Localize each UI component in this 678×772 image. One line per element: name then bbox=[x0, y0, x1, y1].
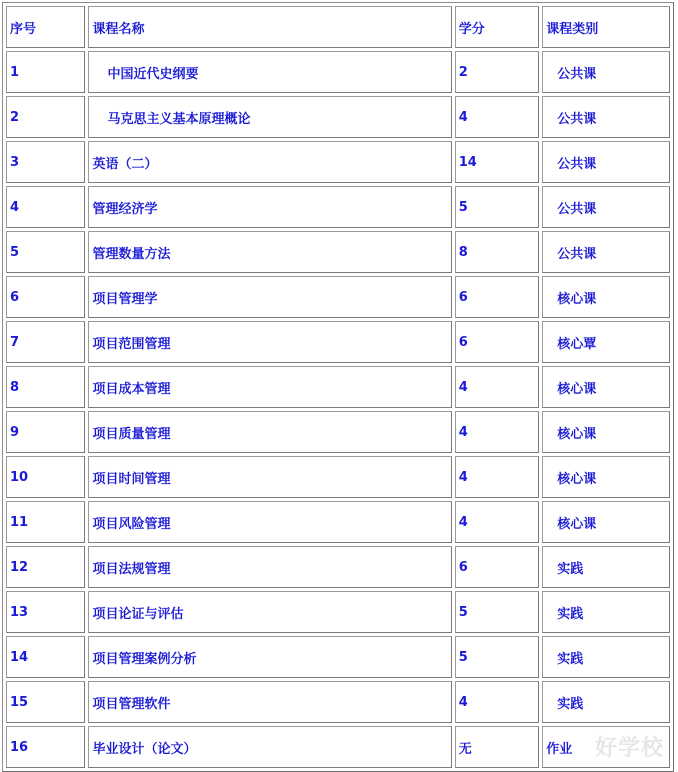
table-row bbox=[6, 141, 670, 183]
table-row bbox=[6, 726, 670, 768]
course-num-cell: 13 bbox=[6, 591, 85, 633]
table-row bbox=[6, 636, 670, 678]
course-credit-cell: 4 bbox=[455, 411, 540, 453]
course-credit-cell: 5 bbox=[455, 636, 540, 678]
table-row bbox=[6, 321, 670, 363]
course-name-cell: 马克思主义基本原理概论 bbox=[88, 96, 451, 138]
course-credit-cell: 4 bbox=[455, 681, 540, 723]
table-row bbox=[6, 591, 670, 633]
course-num-cell: 1 bbox=[6, 51, 85, 93]
course-name-cell: 项目风险管理 bbox=[88, 501, 451, 543]
course-num-cell: 10 bbox=[6, 456, 85, 498]
course-credit-cell: 8 bbox=[455, 231, 540, 273]
course-type-cell: 实践 bbox=[542, 546, 670, 588]
header-credit: 学分 bbox=[455, 6, 540, 48]
course-credit-cell: 5 bbox=[455, 186, 540, 228]
course-credit-cell: 4 bbox=[455, 456, 540, 498]
table-row bbox=[6, 231, 670, 273]
table-row bbox=[6, 456, 670, 498]
course-name-cell: 项目质量管理 bbox=[88, 411, 451, 453]
course-name-cell: 项目管理学 bbox=[88, 276, 451, 318]
table-row bbox=[6, 411, 670, 453]
course-credit-cell: 14 bbox=[455, 141, 540, 183]
course-credit-cell: 6 bbox=[455, 321, 540, 363]
course-num-cell: 9 bbox=[6, 411, 85, 453]
course-type-cell: 核心课 bbox=[542, 501, 670, 543]
course-num-cell: 5 bbox=[6, 231, 85, 273]
course-credit-cell: 5 bbox=[455, 591, 540, 633]
table-row bbox=[6, 51, 670, 93]
table-row bbox=[6, 546, 670, 588]
course-credit-cell: 4 bbox=[455, 366, 540, 408]
course-num-cell: 3 bbox=[6, 141, 85, 183]
table-row bbox=[6, 366, 670, 408]
course-name-cell: 项目成本管理 bbox=[88, 366, 451, 408]
course-type-cell: 实践 bbox=[542, 591, 670, 633]
course-type-cell: 核心覃 bbox=[542, 321, 670, 363]
course-type-cell: 公共课 bbox=[542, 231, 670, 273]
course-name-cell: 项目论证与评估 bbox=[88, 591, 451, 633]
course-credit-cell: 4 bbox=[455, 96, 540, 138]
header-name: 课程名称 bbox=[88, 6, 451, 48]
course-num-cell: 12 bbox=[6, 546, 85, 588]
course-type-cell: 实践 bbox=[542, 636, 670, 678]
course-num-cell: 11 bbox=[6, 501, 85, 543]
course-name-cell: 管理经济学 bbox=[88, 186, 451, 228]
course-num-cell: 14 bbox=[6, 636, 85, 678]
course-num-cell: 8 bbox=[6, 366, 85, 408]
course-credit-cell: 6 bbox=[455, 276, 540, 318]
course-type-cell: 作业 bbox=[542, 726, 670, 768]
header-num: 序号 bbox=[6, 6, 85, 48]
course-type-cell: 实践 bbox=[542, 681, 670, 723]
course-credit-cell: 无 bbox=[455, 726, 540, 768]
course-num-cell: 16 bbox=[6, 726, 85, 768]
course-credit-cell: 4 bbox=[455, 501, 540, 543]
course-name-cell: 项目时间管理 bbox=[88, 456, 451, 498]
course-type-cell: 核心课 bbox=[542, 456, 670, 498]
course-table-body bbox=[6, 6, 670, 768]
course-credit-cell: 6 bbox=[455, 546, 540, 588]
course-name-cell: 项目管理软件 bbox=[88, 681, 451, 723]
course-type-cell: 核心课 bbox=[542, 411, 670, 453]
watermark-logo: 好学校 bbox=[594, 736, 664, 761]
course-type-cell: 公共课 bbox=[542, 96, 670, 138]
course-table bbox=[2, 2, 674, 772]
course-num-cell: 4 bbox=[6, 186, 85, 228]
course-name-cell: 英语（二） bbox=[88, 141, 451, 183]
table-row bbox=[6, 186, 670, 228]
table-row bbox=[6, 681, 670, 723]
course-name-cell: 项目法规管理 bbox=[88, 546, 451, 588]
course-type-cell: 公共课 bbox=[542, 51, 670, 93]
table-header-row bbox=[6, 6, 670, 48]
course-type-cell: 核心课 bbox=[542, 276, 670, 318]
course-type-cell: 核心课 bbox=[542, 366, 670, 408]
course-num-cell: 15 bbox=[6, 681, 85, 723]
course-name-cell: 中国近代史纲要 bbox=[88, 51, 451, 93]
course-num-cell: 7 bbox=[6, 321, 85, 363]
table-row bbox=[6, 501, 670, 543]
course-name-cell: 管理数量方法 bbox=[88, 231, 451, 273]
course-credit-cell: 2 bbox=[455, 51, 540, 93]
table-row bbox=[6, 276, 670, 318]
course-name-cell: 项目管理案例分析 bbox=[88, 636, 451, 678]
course-num-cell: 6 bbox=[6, 276, 85, 318]
course-num-cell: 2 bbox=[6, 96, 85, 138]
course-type-cell: 公共课 bbox=[542, 141, 670, 183]
header-type: 课程类别 bbox=[542, 6, 670, 48]
course-name-cell: 毕业设计（论文） bbox=[88, 726, 451, 768]
table-row bbox=[6, 96, 670, 138]
course-name-cell: 项目范围管理 bbox=[88, 321, 451, 363]
course-type-cell: 公共课 bbox=[542, 186, 670, 228]
